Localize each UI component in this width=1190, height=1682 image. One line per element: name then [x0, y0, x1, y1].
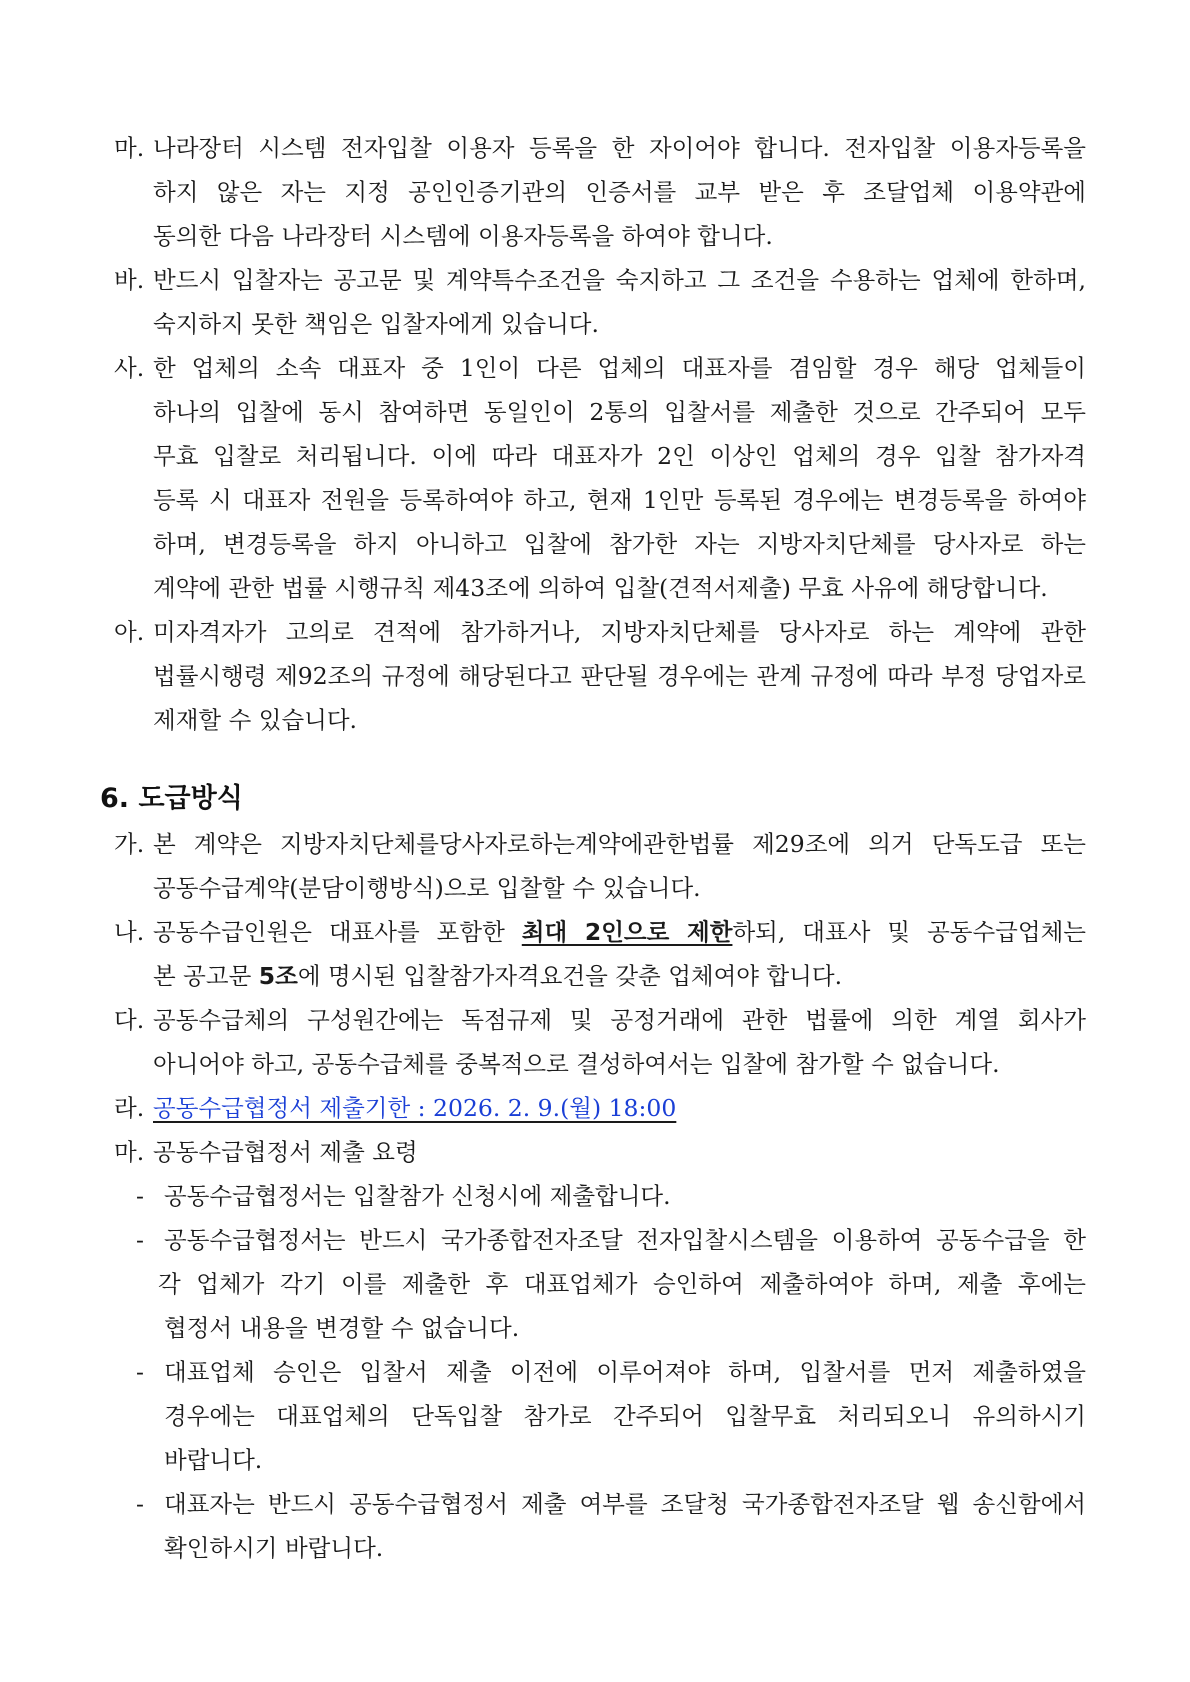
- bullet-text: [164, 1350, 1086, 1482]
- text-line: 한 업체의 소속 대표자 중 1인이 다른 업체의 대표자를 겸임할 경우 해당 업체들이: [153, 354, 1086, 382]
- text-line: 협정서 내용을 변경할 수 없습니다.: [164, 1314, 520, 1342]
- clause-label: 바.: [114, 266, 145, 294]
- clause-text: [153, 1086, 1086, 1130]
- text-line: 하며, 변경등록을 하지 아니하고 입찰에 참가한 자는 지방자치단체를 당사자로 하는: [153, 530, 1086, 558]
- dash-marker: -: [136, 1226, 144, 1254]
- bullet-text: [158, 1218, 1086, 1350]
- text-line: [153, 1086, 1086, 1130]
- bullet-text: [164, 1174, 1086, 1218]
- text-segment: 공동수급인원은 대표사를 포함한: [153, 918, 522, 946]
- clause-text: [153, 346, 1086, 610]
- text-line: 반드시 입찰자는 공고문 및 계약특수조건을 숙지하고 그 조건을 수용하는 업체에 한하며,: [153, 266, 1086, 294]
- clause-label: 아.: [114, 618, 145, 646]
- clause-text: [153, 1130, 1086, 1174]
- text-line: 하나의 입찰에 동시 참여하면 동일인이 2통의 입찰서를 제출한 것으로 간주되어 모두: [153, 398, 1086, 426]
- text-line: 아니어야 하고, 공동수급체를 중복적으로 결성하여서는 입찰에 참가할 수 없습니다.: [153, 1050, 1000, 1078]
- clause-text: [153, 126, 1086, 258]
- text-segment: 본 공고문: [153, 962, 259, 990]
- section-heading: 6. 도급방식: [100, 783, 243, 814]
- text-line: 숙지하지 못한 책임은 입찰자에게 있습니다.: [153, 310, 599, 338]
- text-line: [153, 910, 1086, 954]
- text-line: 나라장터 시스템 전자입찰 이용자 등록을 한 자이어야 합니다. 전자입찰 이용자등록을: [153, 134, 1086, 162]
- text-segment: 하되, 대표사 및 공동수급업체는: [732, 918, 1086, 946]
- text-line: 등록 시 대표자 전원을 등록하여야 하고, 현재 1인만 등록된 경우에는 변경등록을 하여야: [153, 486, 1086, 514]
- text-line: 공동수급협정서는 입찰참가 신청시에 제출합니다.: [164, 1182, 671, 1210]
- text-line: 하지 않은 자는 지정 공인인증기관의 인증서를 교부 받은 후 조달업체 이용약관에: [153, 178, 1086, 206]
- text-line: 각 업체가 각기 이를 제출한 후 대표업체가 승인하여 제출하여야 하며, 제출 후에는: [158, 1270, 1086, 1298]
- text-line: 대표자는 반드시 공동수급협정서 제출 여부를 조달청 국가종합전자조달 웹 송신함에서: [164, 1490, 1086, 1518]
- deadline-link[interactable]: 공동수급협정서 제출기한 : 2026. 2. 9.(월) 18:00: [153, 1094, 677, 1122]
- text-line: 동의한 다음 나라장터 시스템에 이용자등록을 하여야 합니다.: [153, 222, 773, 250]
- text-line: 무효 입찰로 처리됩니다. 이에 따라 대표자가 2인 이상인 업체의 경우 입찰 참가자격: [153, 442, 1086, 470]
- text-line: 본 계약은 지방자치단체를당사자로하는계약에관한법률 제29조에 의거 단독도급 또는: [153, 830, 1086, 858]
- text-line: 법률시행령 제92조의 규정에 해당된다고 판단될 경우에는 관계 규정에 따라 부정 당업자로: [153, 662, 1086, 690]
- dash-marker: -: [136, 1182, 144, 1210]
- clause-label: 가.: [114, 830, 145, 858]
- clause-text: [153, 822, 1086, 910]
- text-line: 경우에는 대표업체의 단독입찰 참가로 간주되어 입찰무효 처리되오니 유의하시기: [164, 1402, 1086, 1430]
- clause-text: [153, 910, 1086, 998]
- text-line: 공동수급계약(분담이행방식)으로 입찰할 수 있습니다.: [153, 874, 701, 902]
- text-line: 공동수급협정서는 반드시 국가종합전자조달 전자입찰시스템을 이용하여 공동수급을 한: [164, 1226, 1086, 1254]
- clause-label: 나.: [114, 918, 145, 946]
- clause-label: 다.: [114, 1006, 145, 1034]
- text-line: [153, 954, 1086, 998]
- dash-marker: -: [136, 1490, 144, 1518]
- text-line: 대표업체 승인은 입찰서 제출 이전에 이루어져야 하며, 입찰서를 먼저 제출하였을: [164, 1358, 1086, 1386]
- text-line: 확인하시기 바랍니다.: [164, 1534, 384, 1562]
- text-line: 제재할 수 있습니다.: [153, 706, 358, 734]
- clause-label: 라.: [114, 1094, 145, 1122]
- bullet-text: [164, 1482, 1086, 1570]
- text-line: 바랍니다.: [164, 1446, 263, 1474]
- clause-text: [153, 610, 1086, 742]
- clause-text: [153, 998, 1086, 1086]
- text-line: 공동수급협정서 제출 요령: [153, 1138, 418, 1166]
- text-segment: 에 명시된 입찰참가자격요건을 갖춘 업체여야 합니다.: [297, 962, 843, 990]
- clause-label: 마.: [114, 1138, 145, 1166]
- text-line: 공동수급체의 구성원간에는 독점규제 및 공정거래에 관한 법률에 의한 계열 회사가: [153, 1006, 1086, 1034]
- emphasis-text: 5조: [258, 962, 298, 990]
- emphasis-text: 최대 2인으로 제한: [521, 918, 733, 946]
- clause-label: 마.: [114, 134, 145, 162]
- clause-label: 사.: [114, 354, 145, 382]
- text-line: 미자격자가 고의로 견적에 참가하거나, 지방자치단체를 당사자로 하는 계약에 관한: [153, 618, 1086, 646]
- text-line: 계약에 관한 법률 시행규칙 제43조에 의하여 입찰(견적서제출) 무효 사유에 해당합니다.: [153, 574, 1048, 602]
- dash-marker: -: [136, 1358, 144, 1386]
- clause-text: [153, 258, 1086, 346]
